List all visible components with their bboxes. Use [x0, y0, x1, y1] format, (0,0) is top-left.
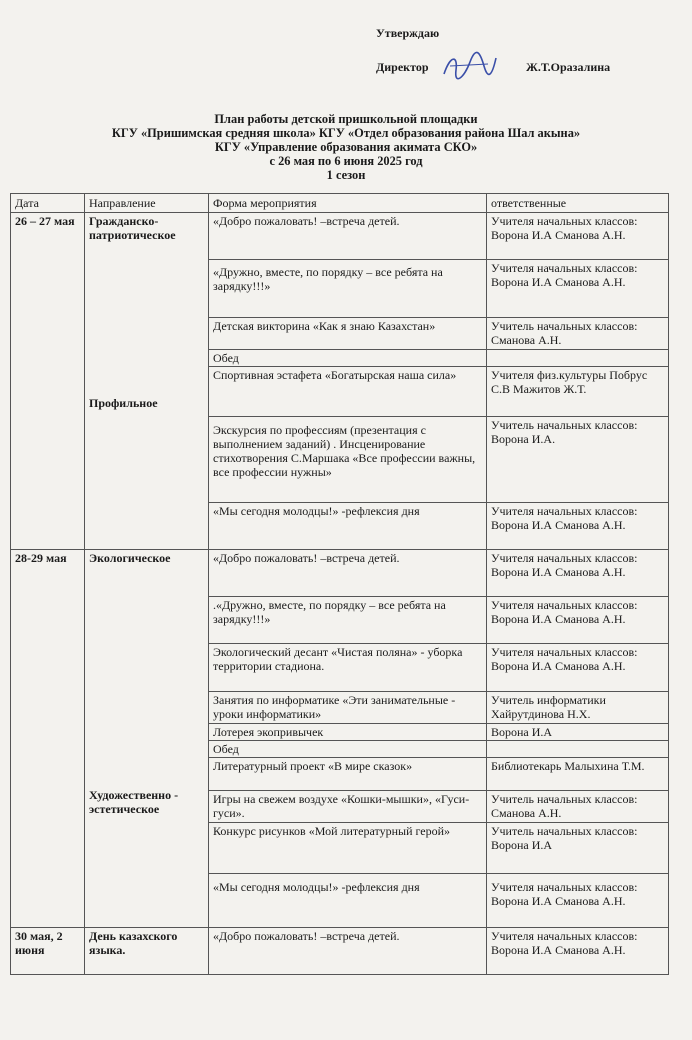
table-row [11, 550, 669, 597]
header-date: Дата [11, 194, 85, 213]
heading-line-3: КГУ «Управление образования акимата СКО» [214, 140, 478, 154]
signature-image [440, 48, 500, 82]
heading-line-4: с 26 мая по 6 июня 2025 год [269, 154, 423, 168]
responsible-cell: Учитель информатики Хайрутдинова Н.Х. [487, 692, 669, 724]
responsible-cell: Учитель начальных классов: Сманова А.Н. [487, 318, 669, 350]
document-heading [0, 112, 692, 182]
responsible-cell [487, 350, 669, 367]
responsible-cell: Учителя физ.культуры Побрус С.В Мажитов Ж.Т. [487, 367, 669, 417]
responsible-cell: Учителя начальных классов: Ворона И.А Сманова А.Н. [487, 503, 669, 550]
responsible-cell: Учителя начальных классов: Ворона И.А Сманова А.Н. [487, 597, 669, 644]
event-cell: Экологический десант «Чистая поляна» - уборка территории стадиона. [209, 644, 487, 692]
event-cell: Спортивная эстафета «Богатырская наша сила» [209, 367, 487, 417]
table-header-row [11, 194, 669, 213]
responsible-cell: Ворона И.А [487, 724, 669, 741]
event-cell: Игры на свежем воздухе «Кошки-мышки», «Гуси-гуси». [209, 791, 487, 823]
table-row [11, 928, 669, 975]
plan-table [10, 193, 669, 975]
responsible-cell: Учителя начальных классов: Ворона И.А Сманова А.Н. [487, 928, 669, 975]
event-cell: Лотерея экопривычек [209, 724, 487, 741]
direction-label: Художественно - эстетическое [89, 788, 179, 816]
approval-block [376, 26, 611, 74]
director-name: Ж.Т.Оразалина [526, 60, 611, 74]
table-row [11, 213, 669, 260]
event-cell: «Добро пожаловать! –встреча детей. [209, 928, 487, 975]
event-cell: Экскурсия по профессиям (презентация с выполнением заданий) . Инсценирование стихотворения С.Маршака «Все профессии важны, все профессии нужны» [209, 417, 487, 503]
director-label: Директор [376, 60, 429, 74]
responsible-cell: Библиотекарь Малыхина Т.М. [487, 758, 669, 791]
event-cell: «Дружно, вместе, по порядку – все ребята на зарядку!!!» [209, 260, 487, 318]
direction-cell [85, 928, 209, 975]
direction-label: Экологическое [89, 551, 171, 565]
event-cell: .«Дружно, вместе, по порядку – все ребята на зарядку!!!» [209, 597, 487, 644]
event-cell: Конкурс рисунков «Мой литературный герой» [209, 823, 487, 874]
responsible-cell: Учителя начальных классов: Ворона И.А Сманова А.Н. [487, 550, 669, 597]
header-responsible: ответственные [487, 194, 669, 213]
responsible-cell: Учителя начальных классов: Ворона И.А Сманова А.Н. [487, 644, 669, 692]
responsible-cell: Учителя начальных классов: Ворона И.А Сманова А.Н. [487, 260, 669, 318]
direction-label: Гражданско-патриотическое [89, 214, 176, 242]
approve-label: Утверждаю [376, 26, 440, 40]
direction-cell [85, 550, 209, 928]
event-cell: Детская викторина «Как я знаю Казахстан» [209, 318, 487, 350]
heading-line-5: 1 сезон [326, 168, 366, 182]
direction-label: День казахского языка. [89, 929, 178, 957]
event-cell: Обед [209, 350, 487, 367]
event-cell: Обед [209, 741, 487, 758]
header-event: Форма мероприятия [209, 194, 487, 213]
header-direction: Направление [85, 194, 209, 213]
responsible-cell: Учителя начальных классов: Ворона И.А Сманова А.Н. [487, 213, 669, 260]
date-cell: 30 мая, 2 июня [11, 928, 85, 975]
event-cell: Занятия по информатике «Эти занимательные - уроки информатики» [209, 692, 487, 724]
responsible-cell: Учителя начальных классов: Ворона И.А Сманова А.Н. [487, 874, 669, 928]
event-cell: «Добро пожаловать! –встреча детей. [209, 213, 487, 260]
date-cell: 26 – 27 мая [11, 213, 85, 550]
responsible-cell [487, 741, 669, 758]
responsible-cell: Учитель начальных классов: Ворона И.А. [487, 417, 669, 503]
responsible-cell: Учитель начальных классов: Ворона И.А [487, 823, 669, 874]
event-cell: Литературный проект «В мире сказок» [209, 758, 487, 791]
heading-line-2: КГУ «Пришимская средняя школа» КГУ «Отдел образования района Шал акына» [111, 126, 581, 140]
event-cell: «Мы сегодня молодцы!» -рефлексия дня [209, 503, 487, 550]
direction-label: Профильное [89, 396, 158, 410]
date-cell: 28-29 мая [11, 550, 85, 928]
direction-cell [85, 213, 209, 550]
event-cell: «Мы сегодня молодцы!» -рефлексия дня [209, 874, 487, 928]
responsible-cell: Учитель начальных классов: Сманова А.Н. [487, 791, 669, 823]
event-cell: «Добро пожаловать! –встреча детей. [209, 550, 487, 597]
heading-line-1: План работы детской пришкольной площадки [214, 112, 478, 126]
